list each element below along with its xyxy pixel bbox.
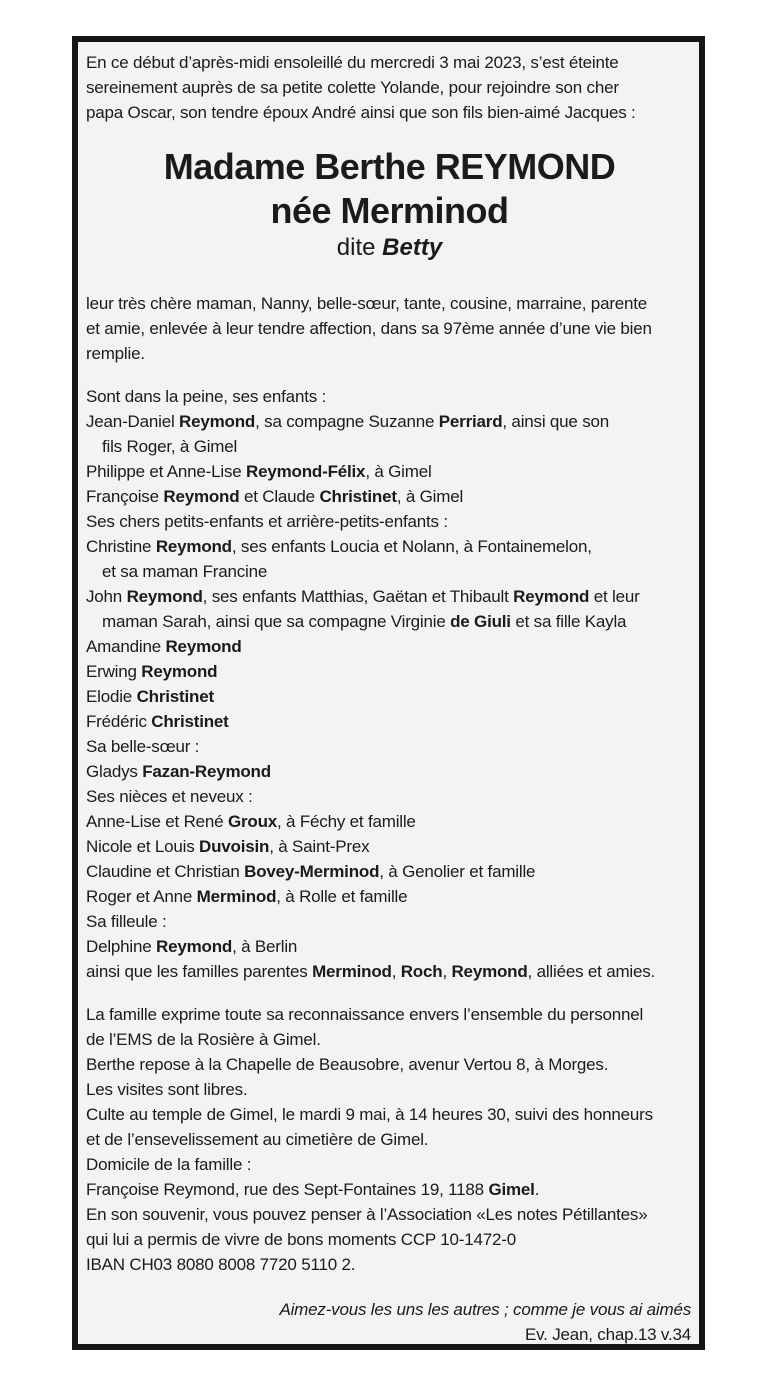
text-segment: Anne-Lise et René [86, 812, 228, 831]
text-segment: Merminod [312, 962, 392, 981]
text-segment: En son souvenir, vous pouvez penser à l’Association «Les notes Pétillantes» [86, 1205, 648, 1224]
text-segment: Betty [382, 234, 443, 261]
text-segment: et de l’ensevelissement au cimetière de Gimel. [86, 1130, 429, 1149]
text-segment: dite [336, 234, 383, 261]
text-segment: , à Gimel [365, 462, 432, 481]
text-segment: Berthe repose à la Chapelle de Beausobre, avenur Vertou 8, à Morges. [86, 1055, 609, 1074]
text-line [86, 1322, 691, 1347]
text-segment: Erwing [86, 662, 142, 681]
text-line [86, 291, 693, 316]
text-segment: Ses nièces et neveux : [86, 787, 253, 806]
text-segment: , à Gimel [396, 487, 464, 506]
text-line [86, 784, 693, 809]
text-line [86, 1252, 693, 1277]
text-line [86, 1227, 693, 1252]
text-line [86, 1002, 693, 1027]
text-line [86, 734, 693, 759]
text-segment: , à Genolier et famille [379, 862, 536, 881]
intro-paragraph [86, 50, 693, 125]
text-segment: Les visites sont libres. [86, 1080, 248, 1099]
text-segment: et sa fille Kayla [510, 612, 627, 631]
text-segment: Perriard [438, 412, 503, 431]
text-segment: fils Roger, à Gimel [102, 437, 238, 456]
text-line [86, 1177, 693, 1202]
text-segment: Reymond [513, 587, 590, 606]
text-line [86, 1202, 693, 1227]
text-segment: leur très chère maman, Nanny, belle-sœur, tante, cousine, marraine, parente [86, 294, 648, 313]
text-segment: Philippe et Anne-Lise [86, 462, 247, 481]
text-line [86, 459, 693, 484]
text-line [86, 1027, 693, 1052]
text-line [86, 1052, 693, 1077]
text-segment: , ses enfants Loucia et Nolann, à Fontainemelon, [231, 537, 592, 556]
text-segment: , [442, 962, 452, 981]
deceased-maiden-name: née Merminod [270, 190, 509, 231]
text-segment: Gimel [488, 1180, 535, 1199]
text-segment: Christine [86, 537, 156, 556]
text-segment: et Claude [239, 487, 320, 506]
text-segment: , ses enfants Matthias, Gaëtan et Thibault [202, 587, 514, 606]
text-segment: Reymond [163, 487, 240, 506]
text-line [86, 1102, 693, 1127]
text-line [86, 100, 693, 125]
text-line [86, 509, 693, 534]
text-segment: John [86, 587, 127, 606]
text-segment: Elodie [86, 687, 137, 706]
text-line [86, 934, 693, 959]
text-line [86, 709, 693, 734]
text-segment: maman Sarah, ainsi que sa compagne Virginie [102, 612, 451, 631]
text-line [86, 434, 693, 459]
text-segment: , à Saint-Prex [269, 837, 370, 856]
text-segment: papa Oscar, son tendre époux André ainsi que son fils bien-aimé Jacques : [86, 103, 636, 122]
text-segment: . [534, 1180, 540, 1199]
text-segment: Reymond [141, 662, 218, 681]
text-segment: Françoise Reymond, rue des Sept-Fontaines 19, 1188 [86, 1180, 489, 1199]
text-segment: et amie, enlevée à leur tendre affection, dans sa 97ème année d’une vie bien [86, 319, 652, 338]
text-segment: , à Berlin [232, 937, 298, 956]
text-segment: Reymond [155, 537, 232, 556]
text-segment: Ev. Jean, chap.13 v.34 [524, 1325, 691, 1344]
text-segment: Reymond [179, 412, 256, 431]
text-line [86, 75, 693, 100]
text-segment: et leur [589, 587, 640, 606]
text-segment: remplie. [86, 344, 145, 363]
text-line [86, 584, 693, 609]
text-segment: Groux [227, 812, 278, 831]
text-line [86, 834, 693, 859]
text-segment: Reymond [156, 937, 233, 956]
deceased-name-block [86, 145, 693, 263]
text-segment: de Giuli [450, 612, 511, 631]
bible-quote [86, 1297, 693, 1347]
text-segment: Christinet [319, 487, 397, 506]
text-segment: Delphine [86, 937, 157, 956]
text-segment: , sa compagne Suzanne [255, 412, 439, 431]
text-segment: Amandine [86, 637, 166, 656]
text-segment: Ses chers petits-enfants et arrière-petits-enfants : [86, 512, 448, 531]
text-line [86, 559, 693, 584]
text-line [86, 959, 693, 984]
text-line [86, 409, 693, 434]
text-segment: Bovey-Merminod [244, 862, 380, 881]
text-segment: IBAN CH03 8080 8008 7720 5110 2. [86, 1255, 356, 1274]
text-line [86, 759, 693, 784]
text-segment: Reymond [451, 962, 528, 981]
text-line [86, 909, 693, 934]
text-segment: Christinet [151, 712, 229, 731]
death-notice-card [72, 36, 705, 1350]
text-segment: Nicole et Louis [86, 837, 200, 856]
text-segment: , [391, 962, 401, 981]
text-segment: Christinet [136, 687, 214, 706]
text-segment: Gladys [86, 762, 143, 781]
deceased-name-line1: Madame Berthe REYMOND [163, 146, 616, 187]
text-line [86, 50, 693, 75]
text-segment: La famille exprime toute sa reconnaissance envers l’ensemble du personnel [86, 1005, 644, 1024]
text-segment: Aimez-vous les uns les autres ; comme je vous ai aimés [279, 1300, 691, 1319]
text-segment: Sa filleule : [86, 912, 167, 931]
text-segment: Duvoisin [199, 837, 270, 856]
text-segment: Merminod [196, 887, 277, 906]
text-line [86, 1152, 693, 1177]
text-segment: , à Rolle et famille [276, 887, 408, 906]
text-line [86, 884, 693, 909]
text-segment: Roch [400, 962, 443, 981]
text-segment: qui lui a permis de vivre de bons moments CCP 10-1472-0 [86, 1230, 516, 1249]
text-line [86, 341, 693, 366]
text-line [86, 634, 693, 659]
funeral-information [86, 1002, 693, 1277]
text-segment: Culte au temple de Gimel, le mardi 9 mai, à 14 heures 30, suivi des honneurs [86, 1105, 653, 1124]
text-line [86, 859, 693, 884]
text-segment: , ainsi que son [502, 412, 610, 431]
tribute-paragraph [86, 291, 693, 366]
text-segment: Reymond [165, 637, 242, 656]
text-segment: sereinement auprès de sa petite colette Yolande, pour rejoindre son cher [86, 78, 619, 97]
text-segment: Sa belle-sœur : [86, 737, 200, 756]
text-line [86, 1297, 691, 1322]
text-segment: Reymond [126, 587, 203, 606]
text-line [86, 809, 693, 834]
text-segment: Claudine et Christian [86, 862, 245, 881]
text-segment: , à Féchy et famille [277, 812, 416, 831]
text-line [86, 534, 693, 559]
text-segment: Domicile de la famille : [86, 1155, 252, 1174]
text-segment: Jean-Daniel [86, 412, 180, 431]
deceased-nickname [86, 233, 693, 263]
text-line [86, 384, 693, 409]
text-line [86, 1127, 693, 1152]
text-segment: et sa maman Francine [102, 562, 268, 581]
text-line [86, 659, 693, 684]
text-segment: Sont dans la peine, ses enfants : [86, 387, 327, 406]
text-line [86, 1077, 693, 1102]
text-line [86, 684, 693, 709]
text-segment: Reymond-Félix [246, 462, 366, 481]
text-line [86, 484, 693, 509]
text-segment: Fazan-Reymond [142, 762, 271, 781]
text-line [86, 316, 693, 341]
text-segment: Frédéric [86, 712, 152, 731]
text-segment: Françoise [86, 487, 164, 506]
text-segment: ainsi que les familles parentes [86, 962, 313, 981]
text-segment: , alliées et amies. [527, 962, 656, 981]
text-line [86, 609, 693, 634]
text-segment: Roger et Anne [86, 887, 197, 906]
text-segment: En ce début d’après-midi ensoleillé du mercredi 3 mai 2023, s’est éteinte [86, 53, 619, 72]
family-list [86, 384, 693, 984]
text-segment: de l’EMS de la Rosière à Gimel. [86, 1030, 321, 1049]
